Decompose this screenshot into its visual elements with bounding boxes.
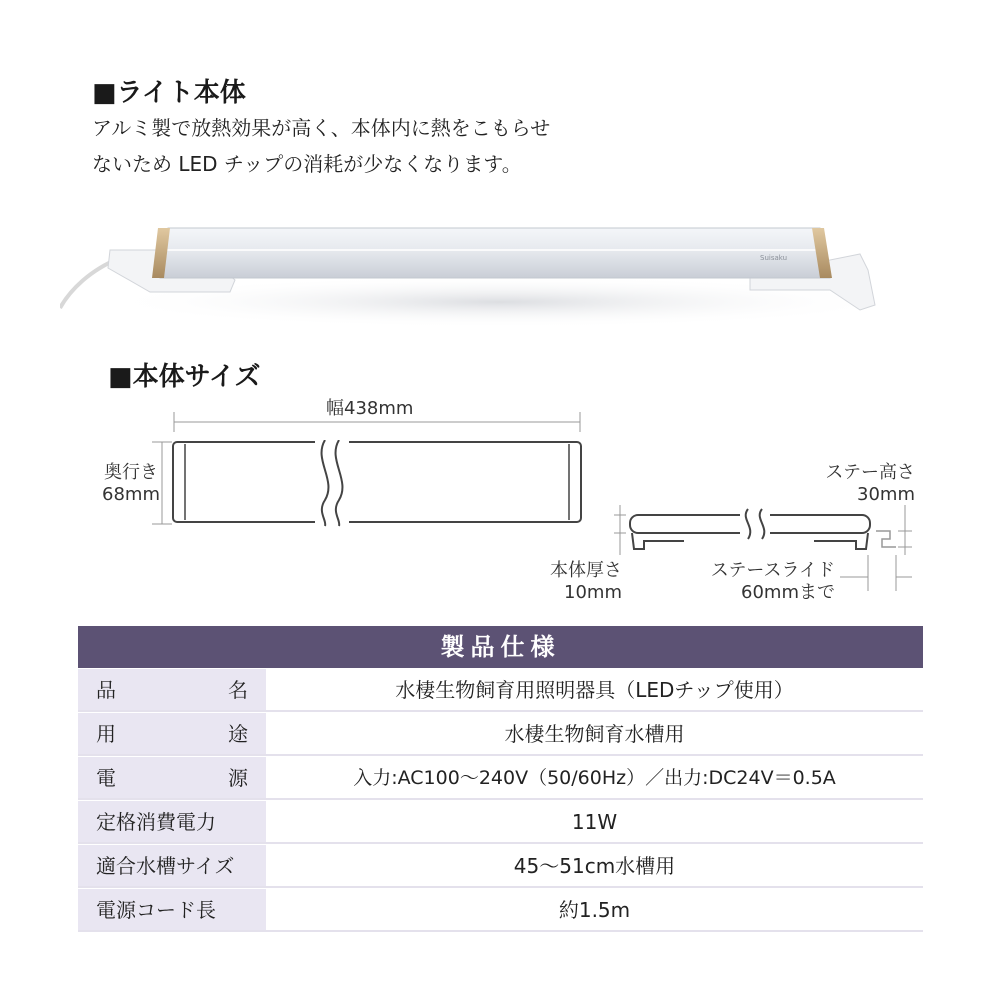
stay-slide-line-2: 60mmまで [741,582,835,603]
spec-row-product-name [78,668,923,712]
spec-row-tank-size [78,844,923,888]
stay-slide-line-1: ステースライド [710,560,835,581]
depth-label [96,462,166,506]
spec-row-usage [78,712,923,756]
spec-label: 電源コード長 [78,889,266,931]
spec-row-cord-length [78,888,923,932]
spec-label: 品 名 [78,669,266,711]
thickness-line-2: 10mm [564,582,622,603]
stay-height-line-2: 30mm [857,484,915,505]
spec-row-rated-power [78,800,923,844]
light-fixture-photo [60,210,920,335]
spec-value: 11W [571,810,618,834]
depth-label-line-2: 68mm [102,484,160,505]
spec-value: 水棲生物飼育水槽用 [504,722,685,746]
stay-height-label [810,462,915,506]
top-view-diagram [165,440,590,530]
row-divider [78,930,923,932]
spec-label: 用 途 [78,713,266,755]
spec-value: 水棲生物飼育用照明器具（LEDチップ使用） [395,678,794,702]
light-body-title: ■ライト本体 [92,78,246,108]
description-line-1: アルミ製で放熱効果が高く、本体内に熱をこもらせ [92,116,551,140]
thickness-label [532,560,622,604]
spec-label: 適合水槽サイズ [78,845,266,887]
spec-value: 約1.5m [558,898,631,922]
spec-label: 電 源 [78,757,266,799]
spec-table-header: 製品仕様 [78,626,923,668]
spec-value: 45～51cm水槽用 [513,854,676,878]
body-size-title: ■本体サイズ [108,362,261,392]
width-label: 幅438mm [322,398,417,420]
spec-row-power-source [78,756,923,800]
depth-label-line-1: 奥行き [104,462,158,483]
spec-value: 入力:AC100～240V（50/60Hz）／出力:DC24V＝0.5A [353,767,836,789]
brand-logo: Suisaku [760,254,788,262]
stay-slide-label [695,560,835,604]
spec-label: 定格消費電力 [78,801,266,843]
light-body-description [92,110,550,182]
thickness-line-1: 本体厚さ [550,560,622,581]
stay-height-line-1: ステー高さ [825,462,915,483]
description-line-2: ないため LED チップの消耗が少なくなります。 [92,152,522,176]
